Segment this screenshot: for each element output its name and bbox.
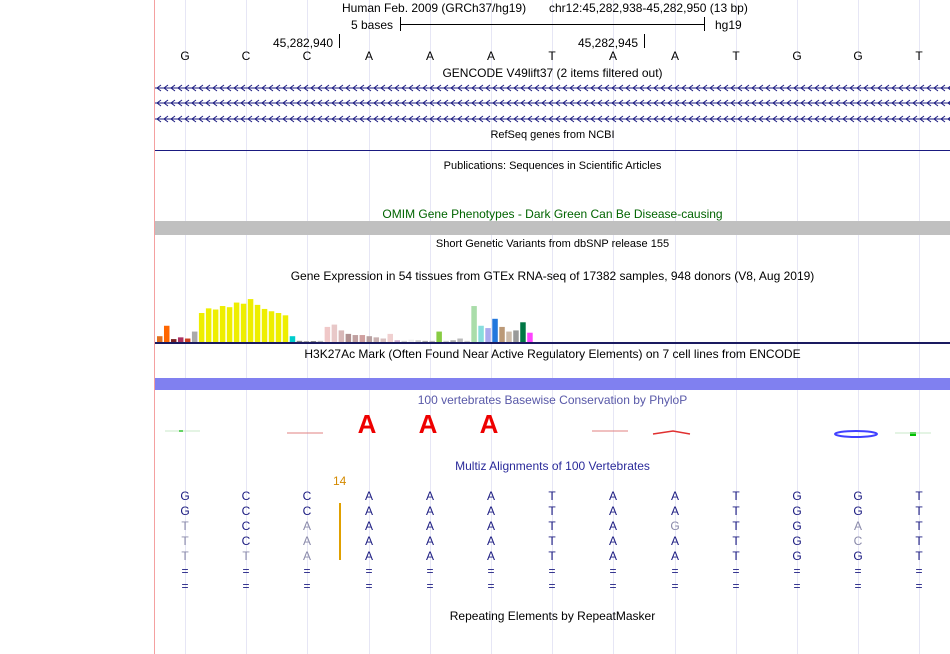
- gtex-tissue-bar: [241, 304, 247, 342]
- phylop-logo-graph[interactable]: [155, 410, 950, 450]
- gtex-tissue-bar: [422, 341, 428, 342]
- alignment-base: T: [548, 489, 556, 503]
- multiz-track-title: Multiz Alignments of 100 Vertebrates: [455, 459, 650, 473]
- repeatmasker-track-title: Repeating Elements by RepeatMasker: [449, 609, 656, 623]
- dna-base: A: [486, 49, 495, 63]
- gtex-tissue-bar: [178, 337, 184, 342]
- gtex-tissue-bar: [478, 326, 484, 342]
- refseq-transcript-line[interactable]: [155, 150, 950, 151]
- alignment-base: C: [241, 519, 251, 533]
- gtex-tissue-bar: [171, 339, 177, 342]
- phylop-mark-5: [835, 431, 877, 437]
- gtex-tissue-bar: [248, 299, 254, 342]
- gtex-tissue-bar: [164, 326, 170, 342]
- alignment-base: A: [853, 519, 862, 533]
- alignment-base: =: [181, 579, 189, 593]
- gtex-tissue-bar: [290, 336, 296, 342]
- gtex-tissue-bar: [457, 339, 463, 342]
- alignment-base: T: [915, 489, 923, 503]
- h3k27ac-track-title: H3K27Ac Mark (Often Found Near Active Regulatory Elements) on 7 cell lines from ENCODE: [304, 347, 801, 361]
- alignment-base: G: [670, 519, 680, 533]
- alignment-base: A: [425, 519, 434, 533]
- gtex-tissue-bar: [220, 306, 226, 342]
- alignment-base: A: [608, 489, 617, 503]
- gtex-tissue-bar: [213, 310, 219, 342]
- alignment-base: T: [915, 549, 923, 563]
- gtex-tissue-bar: [388, 334, 394, 342]
- alignment-base: =: [303, 564, 311, 578]
- gtex-tissue-bar: [520, 322, 526, 342]
- alignment-base: C: [853, 534, 863, 548]
- publications-track-title: Publications: Sequences in Scientific Articles: [443, 160, 662, 172]
- gap-count: 14: [333, 474, 347, 488]
- dna-base: T: [915, 49, 923, 63]
- gtex-tissue-bar: [492, 319, 498, 342]
- coordinate-2-tick: [644, 34, 645, 48]
- gtex-gene-line: [155, 342, 950, 344]
- alignment-base: A: [486, 534, 495, 548]
- scale-text: 5 bases: [351, 18, 394, 32]
- gtex-tissue-bar: [269, 311, 275, 342]
- alignment-base: =: [854, 579, 862, 593]
- refseq-track-title: RefSeq genes from NCBI: [490, 129, 615, 141]
- coordinate-1: 45,282,940: [273, 36, 334, 50]
- dna-base: C: [302, 49, 312, 63]
- omim-track-title: OMIM Gene Phenotypes - Dark Green Can Be Disease-causing: [382, 207, 723, 221]
- gtex-tissue-bar: [499, 327, 505, 342]
- dna-base: T: [548, 49, 556, 63]
- gtex-tissue-bar: [485, 328, 491, 342]
- alignment-base: =: [548, 579, 556, 593]
- alignment-base: T: [548, 549, 556, 563]
- dbsnp-track-title: Short Genetic Variants from dbSNP release 155: [435, 238, 670, 250]
- gtex-tissue-bar: [304, 341, 310, 342]
- alignment-base: A: [302, 549, 311, 563]
- alignment-base: =: [732, 564, 740, 578]
- position-readout: chr12:45,282,938-45,282,950 (13 bp): [549, 1, 748, 15]
- gtex-tissue-bar: [297, 341, 303, 342]
- alignment-base: G: [792, 489, 802, 503]
- alignment-base: A: [486, 549, 495, 563]
- alignment-base: A: [486, 519, 495, 533]
- alignment-base: A: [302, 534, 311, 548]
- alignment-base: T: [915, 504, 923, 518]
- alignment-base: =: [426, 579, 434, 593]
- alignment-base: =: [915, 564, 923, 578]
- gtex-tissue-bar: [311, 341, 317, 342]
- alignment-base: T: [732, 519, 740, 533]
- alignment-base: G: [792, 534, 802, 548]
- track-label-column: [0, 0, 155, 654]
- gtex-tissue-bar: [332, 325, 338, 342]
- alignment-base: A: [425, 549, 434, 563]
- gtex-tissue-bar: [234, 303, 240, 342]
- alignment-base: T: [181, 519, 189, 533]
- alignment-base: T: [732, 504, 740, 518]
- alignment-base: A: [486, 489, 495, 503]
- alignment-base: =: [365, 579, 373, 593]
- gtex-tissue-bar: [353, 335, 359, 342]
- dna-base: G: [853, 49, 863, 63]
- alignment-base: C: [302, 504, 312, 518]
- alignment-base: G: [792, 519, 802, 533]
- alignment-base: A: [608, 534, 617, 548]
- alignment-base: G: [853, 549, 863, 563]
- alignment-base: T: [242, 549, 250, 563]
- phylop-letter-a-2: A: [418, 410, 438, 439]
- alignment-base: =: [242, 579, 250, 593]
- alignment-base: A: [364, 534, 373, 548]
- alignment-base: C: [241, 489, 251, 503]
- alignment-base: T: [548, 534, 556, 548]
- dna-sequence-row: [155, 49, 950, 63]
- gtex-tissue-bar: [199, 313, 205, 342]
- phylop-letter-a-1: A: [357, 410, 377, 439]
- gtex-tissue-bar: [339, 330, 345, 342]
- phylop-track-title: 100 vertebrates Basewise Conservation by PhyloP: [417, 393, 688, 407]
- alignment-base: =: [548, 564, 556, 578]
- alignment-base: =: [426, 564, 434, 578]
- gtex-tissue-bar: [325, 327, 331, 342]
- alignment-base: A: [670, 489, 679, 503]
- gtex-tissue-bar: [360, 335, 366, 342]
- alignment-base: T: [915, 519, 923, 533]
- gtex-tissue-bar: [192, 332, 198, 342]
- alignment-base: =: [181, 564, 189, 578]
- alignment-base: =: [609, 564, 617, 578]
- phylop-letter-a-3: A: [479, 410, 499, 439]
- dna-base: A: [670, 49, 679, 63]
- gencode-track-title: GENCODE V49lift37 (2 items filtered out): [442, 66, 663, 80]
- gtex-bar-chart[interactable]: [155, 283, 950, 345]
- gtex-tissue-bar: [318, 341, 324, 342]
- db-label: hg19: [715, 18, 742, 32]
- gtex-tissue-bar: [346, 334, 352, 342]
- gtex-tissue-bar: [450, 340, 456, 342]
- alignment-base: =: [365, 564, 373, 578]
- dna-base: C: [241, 49, 251, 63]
- alignment-base: T: [548, 504, 556, 518]
- gtex-tissue-bar: [513, 330, 519, 342]
- coordinate-1-tick: [339, 34, 340, 48]
- alignment-base: A: [608, 504, 617, 518]
- alignment-base: G: [792, 504, 802, 518]
- gtex-tissue-bar: [506, 332, 512, 342]
- scale-bar: [400, 17, 705, 31]
- alignment-base: A: [364, 519, 373, 533]
- dna-base: G: [792, 49, 802, 63]
- alignment-base: =: [609, 579, 617, 593]
- omim-gene-bar[interactable]: [155, 221, 950, 235]
- alignment-base: T: [732, 549, 740, 563]
- dna-base: A: [364, 49, 373, 63]
- alignment-base: A: [670, 504, 679, 518]
- gtex-tissue-bar: [443, 341, 449, 342]
- alignment-base: A: [486, 504, 495, 518]
- alignment-base: A: [670, 549, 679, 563]
- alignment-base: A: [302, 519, 311, 533]
- alignment-base: G: [180, 489, 190, 503]
- gencode-transcripts[interactable]: [155, 82, 950, 126]
- alignment-base: C: [241, 534, 251, 548]
- alignment-base: G: [853, 504, 863, 518]
- dna-base: G: [180, 49, 190, 63]
- gtex-tissue-bar: [381, 339, 387, 342]
- gtex-tissue-bar: [255, 305, 261, 342]
- alignment-base: =: [793, 579, 801, 593]
- alignment-base: G: [180, 504, 190, 518]
- gtex-tissue-bar: [157, 336, 163, 342]
- gtex-tissue-bar: [276, 313, 282, 342]
- gtex-tissue-bar: [464, 341, 470, 342]
- alignment-base: =: [487, 579, 495, 593]
- alignment-base: A: [364, 549, 373, 563]
- alignment-base: A: [364, 489, 373, 503]
- alignment-base: A: [364, 504, 373, 518]
- alignment-base: A: [670, 534, 679, 548]
- dna-base: T: [732, 49, 740, 63]
- gtex-tissue-bar: [227, 307, 233, 342]
- alignment-base: T: [548, 519, 556, 533]
- alignment-base: =: [793, 564, 801, 578]
- alignment-base: =: [671, 579, 679, 593]
- alignment-base: G: [853, 489, 863, 503]
- phylop-mark-4: [653, 431, 690, 434]
- alignment-base: A: [425, 504, 434, 518]
- gtex-track-title: Gene Expression in 54 tissues from GTEx RNA-seq of 17382 samples, 948 donors (V8, Aug 2019): [290, 269, 815, 283]
- alignment-base: T: [181, 549, 189, 563]
- h3k27ac-signal[interactable]: [155, 378, 950, 390]
- gtex-tissue-bar: [471, 306, 477, 342]
- alignment-base: A: [425, 534, 434, 548]
- alignment-base: A: [608, 519, 617, 533]
- alignment-base: A: [425, 489, 434, 503]
- gtex-tissue-bar: [206, 308, 212, 342]
- gtex-tissue-bar: [374, 337, 380, 342]
- gtex-tissue-bar: [262, 309, 268, 342]
- dna-base: A: [608, 49, 617, 63]
- gtex-tissue-bar: [185, 339, 191, 342]
- alignment-base: =: [915, 579, 923, 593]
- multiz-alignment[interactable]: [155, 489, 950, 609]
- gtex-tissue-bar: [436, 332, 442, 342]
- alignment-base: C: [302, 489, 312, 503]
- alignment-base: =: [671, 564, 679, 578]
- gtex-tissue-bar: [367, 336, 373, 342]
- gtex-tissue-bar: [527, 333, 533, 342]
- browser-track-image[interactable]: [155, 0, 950, 654]
- gtex-tissue-bar: [408, 340, 414, 342]
- gtex-tissue-bar: [394, 340, 400, 342]
- alignment-base: C: [241, 504, 251, 518]
- gtex-tissue-bar: [429, 341, 435, 342]
- alignment-base: T: [915, 534, 923, 548]
- alignment-base: G: [792, 549, 802, 563]
- assembly-title: Human Feb. 2009 (GRCh37/hg19): [342, 1, 527, 15]
- alignment-base: T: [181, 534, 189, 548]
- alignment-base: =: [303, 579, 311, 593]
- alignment-base: A: [608, 549, 617, 563]
- alignment-base: =: [732, 579, 740, 593]
- alignment-base: =: [487, 564, 495, 578]
- alignment-base: =: [242, 564, 250, 578]
- coordinate-2: 45,282,945: [578, 36, 639, 50]
- alignment-base: T: [732, 534, 740, 548]
- gtex-tissue-bar: [401, 341, 407, 342]
- gtex-tissue-bar: [415, 340, 421, 342]
- gtex-tissue-bar: [283, 315, 289, 342]
- dna-base: A: [425, 49, 434, 63]
- alignment-base: T: [732, 489, 740, 503]
- alignment-base: =: [854, 564, 862, 578]
